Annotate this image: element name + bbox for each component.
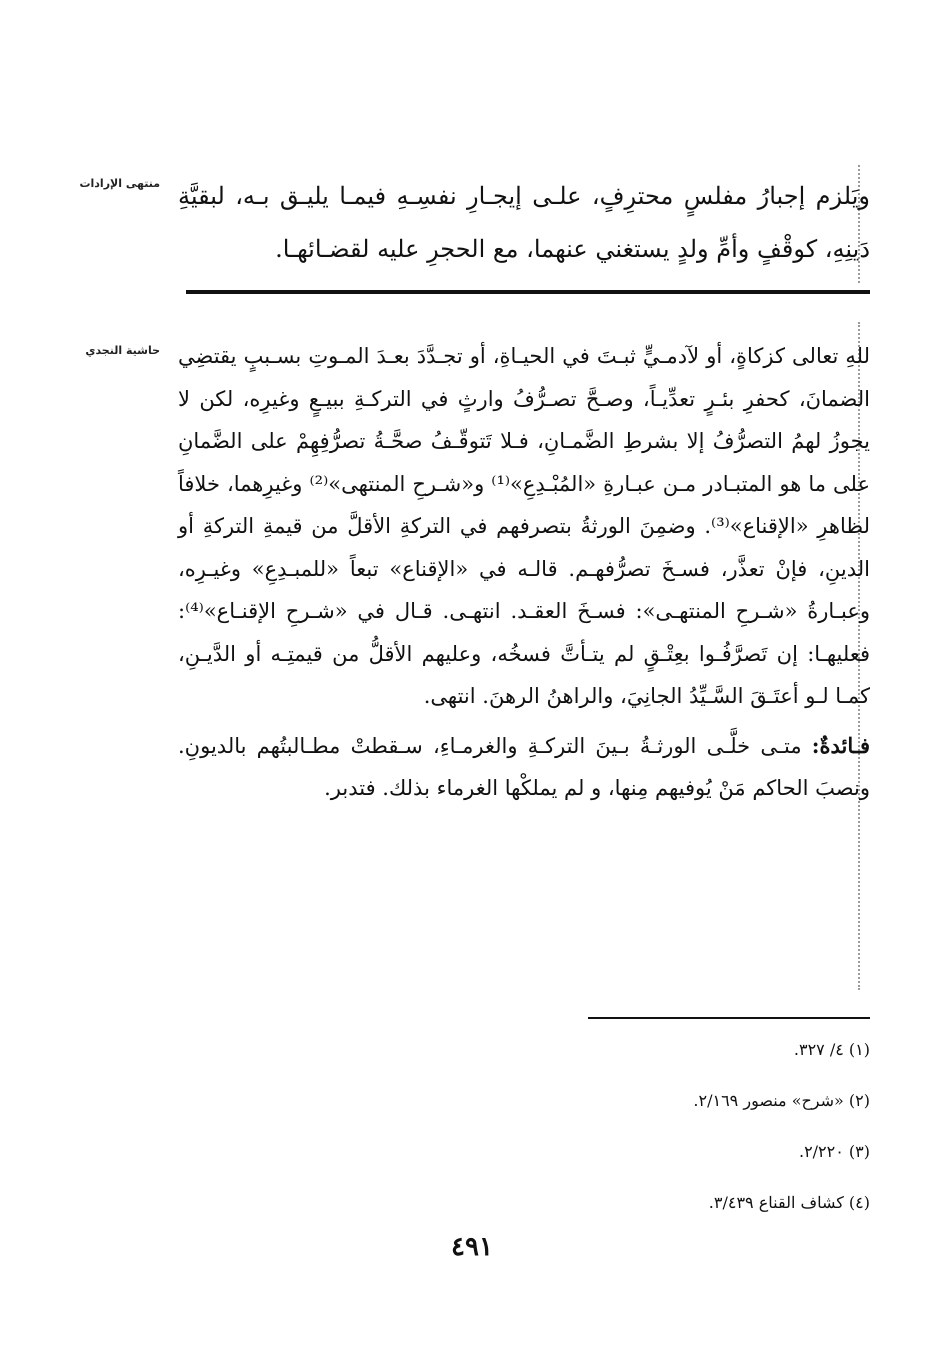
footnote-3: (٣) ٢/٢٢٠. [798,1142,870,1161]
footnote-rule [588,1017,870,1019]
commentary-text [178,335,870,810]
separator-rule [186,290,870,294]
faida-text: متـى خلَّـى الورثـةُ بـينَ التركـةِ والغرمـاءِ، سـقطتْ مطـالبتُهم بالديونِ. ونصبَ الحاكم مَنْ يُوفيهم مِنها، و لم يملكْها الغرماء بذلك. فتدبر. [178,733,870,800]
footnote-4: (٤) كشاف القناع ٣/٤٣٩. [708,1193,870,1212]
footnotes [470,1036,870,1240]
margin-label-hashiya: حاشية النجدي [85,344,160,357]
footnote-1: (١) ٤/ ٣٢٧. [793,1040,870,1059]
commentary-paragraph-2 [178,725,870,810]
page-number: ٤٩١ [451,1232,493,1262]
commentary-paragraph-1: للهِ تعالى كزكاةٍ، أو لآدمـيٍّ ثبـتَ في الحيـاةِ، أو تجـدَّدَ بعـدَ المـوتِ بسـببٍ يقتضِي الضمانَ، كحفرِ بئـرٍ تعدِّيـاً، وصـحَّ تصـرُّفُ وارثٍ في التركـةِ ببيـعٍ وغيرِه، لكن لا يجوزُ لهمُ التصرُّفُ إلا بشرطِ الضَّمـانِ، فـلا تَتوقّـفُ صحَّـةُ تصرُّفِهِمْ على الضَّمانِ على ما هو المتبـادر مـن عبـارةِ «المُبْـدِعِ»⁽¹⁾ و«شـرحِ المنتهى»⁽²⁾ وغيرِهما، خلافاً لظاهرِ «الإقناع»⁽³⁾. وضمِنَ الورثةُ بتصرفهم في التركةِ الأقلَّ من قيمةِ التركةِ أو الدينِ، فإنْ تعذَّر، فسـخَ تصرُّفهـم. قالـه في «الإقناع» تبعاً «للمبـدِعِ» وغيـرِه، وعبـارةُ «شـرحِ المنتهـى»: فسـخَ العقـد. انتهـى. قـال في «شـرحِ الإقنـاع»⁽⁴⁾: فعليهـا: إن تَصرَّفُـوا بعِتْـقٍ لم يتـأتَّ فسخُه، وعليهم الأقلُّ من قيمتِـه أو الدَّيـنِ، كمـا لـو أعتَـقَ السَّـيِّدُ الجانِيَ، والراهنُ الرهنَ. انتهى. [178,344,870,708]
main-text: ويَلزم إجبارُ مفلسٍ محترِفٍ، علـى إيجـارِ نفسِـهِ فيمـا يليـق بـه، لبقيَّةِ دَينِهِ، كوقْفٍ وأمِّ ولدٍ يستغني عنهما، مع الحجرِ عليه لقضـائهـا. [178,182,870,263]
margin-label-muntaha: منتهى الإرادات [79,177,160,190]
faida-label: فـائدةٌ: [811,732,870,758]
footnote-2: (٢) «شرح» منصور ٢/١٦٩. [693,1091,870,1110]
